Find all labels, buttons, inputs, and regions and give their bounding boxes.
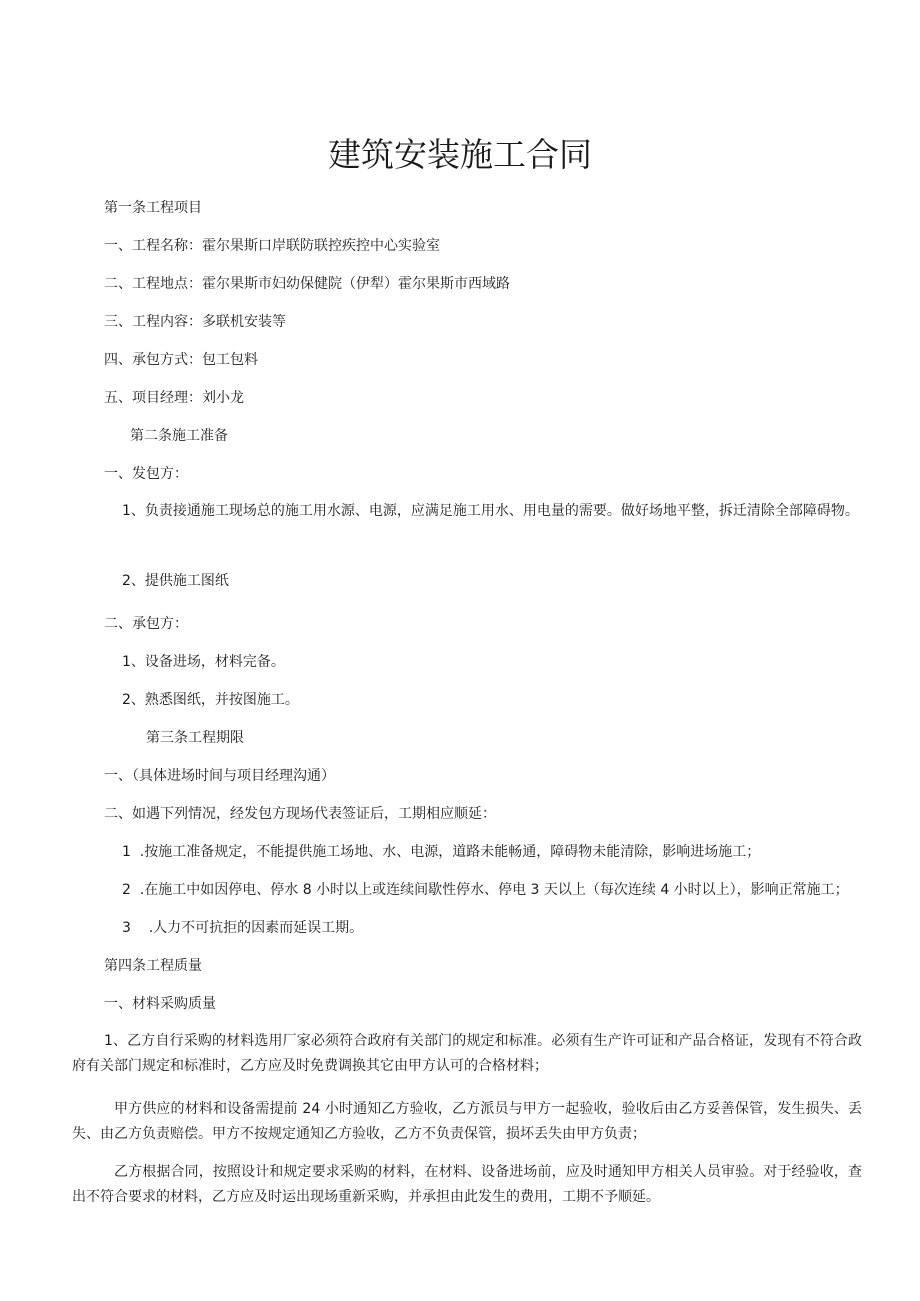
party-a-item-1: 1、负责接通施工现场总的施工用水源、电源，应满足施工用水、用电量的需要。做好场地平整，拆迁清除全部障碍物。 [122,503,859,519]
delay-condition-2: 2 .在施工中如因停电、停水 8 小时以上或连续间歇性停水、停电 3 天以上（每次连续 4 小时以上），影响正常施工； [122,882,849,898]
delay-condition-1: 1 .按施工准备规定，不能提供施工场地、水、电源，道路未能畅通，障碍物未能清除，影响进场施工； [122,844,761,860]
material-purchase-para-3: 乙方根据合同，按照设计和规定要求采购的材料，在材料、设备进场前，应及时通知甲方相关人员审验。对于经验收，查出不符合要求的材料，乙方应及时运出现场重新采购，并承担由此发生的费用，工期不予顺延。 [72,1164,862,1205]
material-purchase-para-2: 甲方供应的材料和设备需提前 24 小时通知乙方验收，乙方派员与甲方一起验收，验收后由乙方妥善保管，发生损失、丢失、由乙方负责赔偿。甲方不按规定通知乙方验收，乙方不负责保管，损坏丢失由甲方负责； [72,1101,862,1142]
party-b-heading: 二、承包方： [104,616,188,632]
material-purchase-para-1: 1、乙方自行采购的材料选用厂家必须符合政府有关部门的规定和标准。必须有生产许可证和产品合格证，发现有不符合政府有关部门规定和标准时，乙方应及时免费调换其它由甲方认可的合格材料； [72,1033,862,1074]
delay-condition-3: 3 .人力不可抗拒的因素而延误工期。 [122,920,364,936]
party-b-item-1: 1、设备进场，材料完备。 [122,654,285,670]
article4-item-1: 一、材料采购质量 [104,996,216,1012]
party-a-heading: 一、发包方： [104,466,188,482]
contract-mode: 四、承包方式：包工包料 [104,352,258,368]
document-title: 建筑安装施工合同 [328,135,592,174]
article4-heading: 第四条工程质量 [104,958,202,974]
article3-item-2: 二、如遇下列情况，经发包方现场代表签证后，工期相应顺延： [104,806,496,822]
article1-heading: 第一条工程项目 [104,200,202,216]
party-b-item-2: 2、熟悉图纸，并按图施工。 [122,692,299,708]
project-content: 三、工程内容：多联机安装等 [104,314,286,330]
project-location: 二、工程地点：霍尔果斯市妇幼保健院（伊犁）霍尔果斯市西域路 [104,276,510,292]
article3-heading: 第三条工程期限 [146,730,244,746]
project-manager: 五、项目经理：刘小龙 [104,390,244,406]
article2-heading: 第二条施工准备 [130,428,228,444]
party-a-item-2: 2、提供施工图纸 [122,573,229,589]
article3-item-1: 一、（具体进场时间与项目经理沟通） [104,768,335,784]
project-name: 一、工程名称：霍尔果斯口岸联防联控疾控中心实验室 [104,238,440,254]
